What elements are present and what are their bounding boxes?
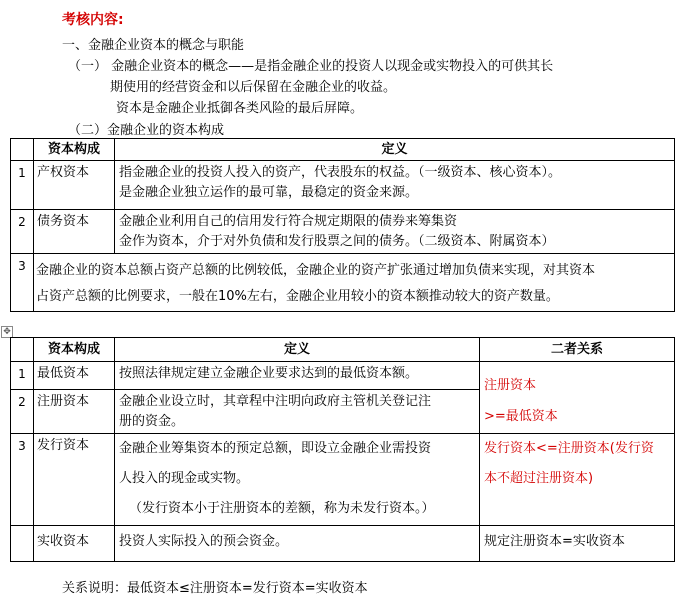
header-relation: 二者关系	[480, 338, 675, 362]
capital-relation-table	[10, 337, 675, 562]
table-row	[11, 210, 675, 254]
concept-line-3: 资本是金融企业抵御各类风险的最后屏障。	[116, 101, 364, 116]
header-blank	[11, 338, 34, 362]
table-row	[11, 161, 675, 210]
row-number: 2	[11, 210, 34, 254]
row-number	[11, 526, 34, 562]
table-row	[11, 362, 675, 390]
capital-definition: 金融企业利用自己的信用发行符合规定期限的债券来筹集资 金作为资本，介于对外负债和发行股票之间的债务。（二级资本、附属资本）	[115, 210, 675, 254]
row-number: 1	[11, 161, 34, 210]
section-title-1: 一、金融企业资本的概念与职能	[62, 38, 245, 53]
capital-name: 债务资本	[34, 210, 115, 254]
concept-line-2: 期使用的经营资金和以后保留在金融企业的收益。	[110, 80, 397, 95]
table-row	[11, 526, 675, 562]
section-title-2: （二）金融企业的资本构成	[68, 123, 225, 138]
header-definition: 定义	[115, 139, 675, 161]
capital-composition-table	[10, 138, 675, 312]
concept-line-1: （一） 金融企业资本的概念——是指金融企业的投资人以现金或实物投入的可供其长	[68, 59, 554, 74]
heading: 考核内容:	[62, 12, 124, 28]
table-row	[11, 254, 675, 312]
header-blank	[11, 139, 34, 161]
header-capital: 资本构成	[34, 338, 115, 362]
table-row	[11, 434, 675, 526]
relation-registered-paid: 规定注册资本=实收资本	[480, 526, 675, 562]
capital-definition: 指金融企业的投资人投入的资产，代表股东的权益。（一级资本、核心资本）。 是金融企业独立运作的最可靠，最稳定的资金来源。	[115, 161, 675, 210]
relation-issued-registered: 发行资本<=注册资本(发行资 本不超过注册资本)	[480, 434, 675, 526]
capital-definition: 按照法律规定建立金融企业要求达到的最低资本额。	[115, 362, 480, 390]
capital-name: 最低资本	[34, 362, 115, 390]
capital-definition: 投资人实际投入的预会资金。	[115, 526, 480, 562]
header-definition: 定义	[115, 338, 480, 362]
relation-summary: 关系说明：最低资本≤注册资本=发行资本=实收资本	[62, 581, 368, 596]
capital-definition: 金融企业设立时，其章程中注明向政府主管机关登记注 册的资金。	[115, 390, 480, 434]
capital-name: 产权资本	[34, 161, 115, 210]
relation-registered-minimum: 注册资本 >=最低资本	[480, 362, 675, 434]
capital-definition: 金融企业筹集资本的预定总额，即设立金融企业需投资 人投入的现金或实物。 （发行资本小于注册资本的差额，称为未发行资本。）	[115, 434, 480, 526]
capital-name: 实收资本	[34, 526, 115, 562]
row-number: 3	[11, 434, 34, 526]
capital-feature-note: 金融企业的资本总额占资产总额的比例较低，金融企业的资产扩张通过增加负债来实现，对其资本 占资产总额的比例要求，一般在10%左右，金融企业用较小的资本额推动较大的资产数量。	[34, 254, 675, 312]
row-number: 3	[11, 254, 34, 312]
capital-name: 发行资本	[34, 434, 115, 526]
capital-name: 注册资本	[34, 390, 115, 434]
table-anchor-icon[interactable]: ✥	[1, 326, 13, 338]
header-capital: 资本构成	[34, 139, 115, 161]
row-number: 1	[11, 362, 34, 390]
row-number: 2	[11, 390, 34, 434]
